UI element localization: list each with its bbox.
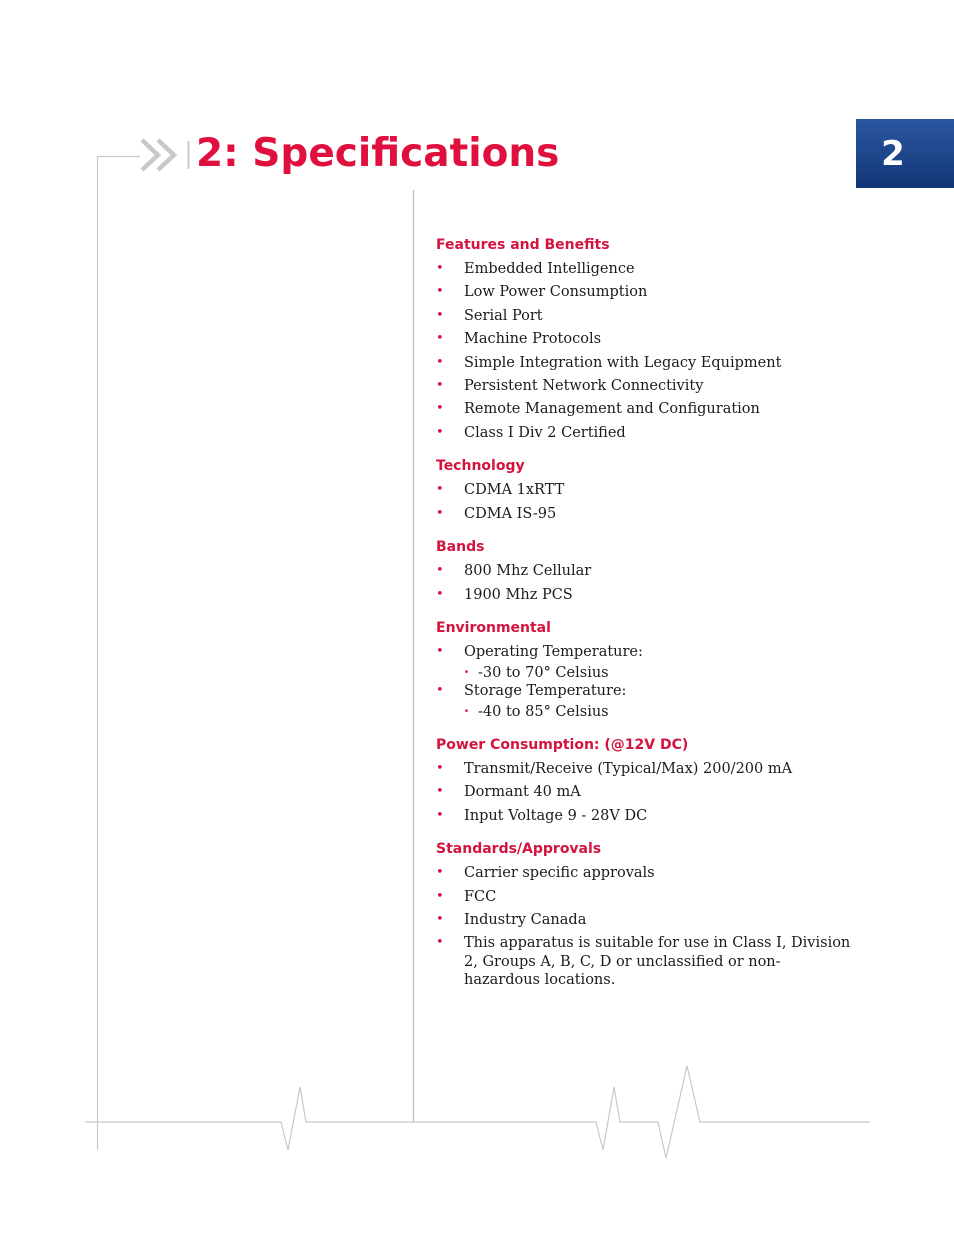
section-heading: Environmental <box>436 620 551 637</box>
list-item-text: Remote Management and Configuration <box>464 401 760 418</box>
sub-list-item: · -40 to 85° Celsius <box>464 703 856 722</box>
list-item-text: 800 Mhz Cellular <box>464 563 592 580</box>
list-item-text: Input Voltage 9 - 28V DC <box>464 807 648 824</box>
list-item <box>436 760 856 779</box>
section-heading: Features and Benefits <box>436 237 610 253</box>
list-item-text: This apparatus is suitable for use in Class I, Division 2, Groups A, B, C, D or unclassified or non-hazardous locations. <box>464 935 851 989</box>
chevron-icon <box>142 140 174 170</box>
list-item <box>436 864 856 883</box>
sub-list <box>464 664 856 683</box>
section-heading: Bands <box>436 539 485 556</box>
list-item <box>436 934 856 990</box>
list-item-text: Carrier specific approvals <box>464 865 655 882</box>
list-item-text: Simple Integration with Legacy Equipment <box>464 354 782 371</box>
list-item <box>436 807 856 826</box>
list-item-text: CDMA 1xRTT <box>464 482 565 499</box>
chapter-number-tab <box>856 119 954 188</box>
bullet-list <box>436 760 856 825</box>
section-heading: Standards/Approvals <box>436 841 602 858</box>
waveform-line <box>85 1066 870 1158</box>
list-item-text: Embedded Intelligence <box>464 261 635 277</box>
sub-list-item: · -30 to 70° Celsius <box>464 664 856 683</box>
page-title: 2: Specifications <box>196 131 560 176</box>
sub-list <box>464 703 856 722</box>
list-item <box>436 424 856 443</box>
list-item <box>436 377 856 396</box>
bullet-list <box>436 481 856 523</box>
list-item-text: Class I Div 2 Certified <box>464 424 626 441</box>
list-item <box>436 481 856 500</box>
list-item <box>436 783 856 802</box>
list-item <box>436 586 856 605</box>
list-item-text: Storage Temperature: <box>464 683 627 700</box>
list-item-text: Operating Temperature: <box>464 644 643 661</box>
list-item-text: Industry Canada <box>464 912 587 929</box>
list-item <box>436 888 856 907</box>
list-item <box>436 911 856 930</box>
list-item <box>436 283 856 302</box>
bullet-list <box>436 864 856 990</box>
list-item <box>436 643 856 682</box>
bullet-list <box>436 562 856 604</box>
chapter-number: 2 <box>881 133 905 174</box>
section-heading: Technology <box>436 458 525 475</box>
spec-content <box>436 235 856 1004</box>
list-item <box>436 682 856 721</box>
list-item-text: CDMA IS-95 <box>464 505 557 522</box>
bullet-list <box>436 643 856 721</box>
list-item-text: Persistent Network Connectivity <box>464 377 704 394</box>
list-item-text: Transmit/Receive (Typical/Max) 200/200 mA <box>464 761 793 778</box>
frame-left-rule <box>98 157 141 1151</box>
list-item <box>436 400 856 419</box>
list-item <box>436 562 856 581</box>
section-heading: Power Consumption: (@12V DC) <box>436 737 689 754</box>
bullet-list <box>436 260 856 442</box>
list-item-text: 1900 Mhz PCS <box>464 586 573 603</box>
list-item <box>436 354 856 373</box>
list-item <box>436 330 856 349</box>
list-item-text: Machine Protocols <box>464 331 602 348</box>
list-item <box>436 260 856 279</box>
list-item-text: Low Power Consumption <box>464 284 648 301</box>
list-item-text: Serial Port <box>464 307 543 324</box>
list-item-text: Dormant 40 mA <box>464 784 581 801</box>
list-item-text: FCC <box>464 888 497 905</box>
list-item <box>436 505 856 524</box>
list-item <box>436 307 856 326</box>
